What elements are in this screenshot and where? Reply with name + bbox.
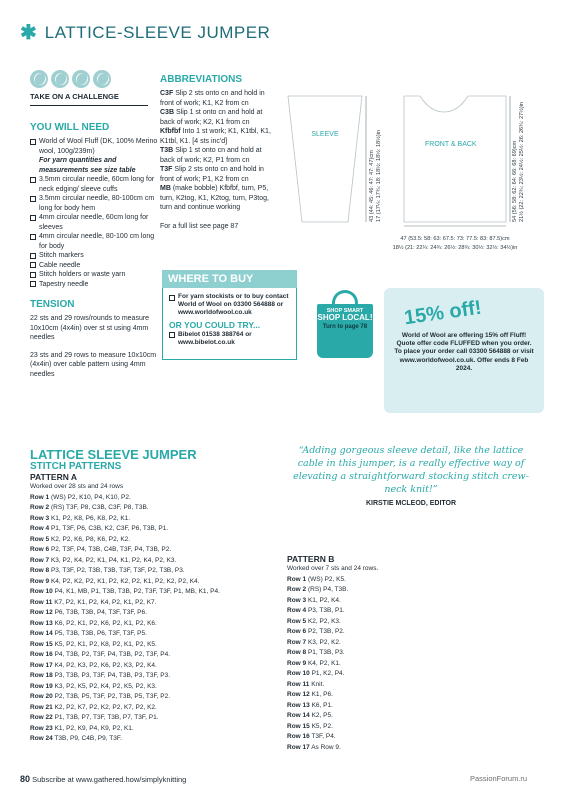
sleeve-label: SLEEVE (311, 131, 339, 138)
yarn-ball-rating (30, 70, 148, 88)
abbreviation-key: C3B (160, 109, 175, 116)
pattern-row (30, 545, 280, 556)
item-text: Cable needle (39, 261, 81, 269)
row-number: Row 6 (287, 628, 307, 635)
pattern-intro: Worked over 28 sts and 24 rows (30, 483, 124, 490)
list-item (30, 194, 160, 213)
row-instruction: K1, P2, K4. (306, 596, 341, 604)
pattern-b-section (287, 554, 487, 753)
front-back-label: FRONT & BACK (425, 141, 477, 148)
pattern-row (287, 617, 487, 628)
pattern-row (30, 577, 280, 588)
stockist-text: For yarn stockists or to buy contact World of Wool on 03300 564888 or www.worldofwool.co.uk (178, 293, 289, 317)
row-instruction: K6, P2, K1, P2, K6, P2, K1, P2, K6. (52, 619, 157, 627)
checkbox-icon (30, 196, 36, 202)
offer-box (384, 288, 544, 413)
tension-section (30, 299, 160, 379)
stitch-patterns-section (30, 448, 280, 745)
list-item (30, 213, 160, 232)
yarn-ball-icon (51, 70, 69, 88)
body-width-in: 18½ (21: 22¼: 24¾: 26½: 28¾: 30½: 32½: 34½)in (392, 245, 518, 251)
abbreviation-key: T3B (160, 147, 174, 154)
bag-line-2: SHOP LOCAL! (317, 313, 373, 322)
list-item (30, 232, 160, 251)
abbreviation-value: Slip 2 sts onto cn and hold in front of work; P1, K2 from cn (160, 166, 264, 183)
checkbox-icon (169, 332, 175, 338)
stockist-item (169, 293, 291, 318)
abbreviation-item (160, 184, 278, 213)
abbreviation-item (160, 89, 278, 108)
checkbox-icon (30, 262, 36, 268)
item-text: 4mm circular needle, 80-100 cm long for body (39, 233, 155, 250)
page-number: 80 (20, 774, 31, 784)
pattern-row (30, 503, 280, 514)
where-to-buy-body (169, 293, 291, 347)
item-text: 4mm circular needle, 60cm long for sleeves (39, 214, 149, 231)
watermark: PassionForum.ru (470, 774, 528, 783)
page-header (20, 20, 270, 46)
row-number: Row 16 (287, 733, 310, 740)
pattern-b-heading: PATTERN B (287, 554, 335, 564)
pattern-a-rows (30, 482, 280, 745)
pattern-row (287, 575, 487, 586)
checkbox-icon (30, 234, 36, 240)
bag-line-3: Turn to page 78 (322, 324, 368, 330)
abbreviation-item (160, 146, 278, 165)
row-instruction: K3, P2, K2. (306, 638, 341, 646)
pattern-row (287, 701, 487, 712)
row-instruction: K2, P2, K6, P8, K6, P2, K2. (49, 535, 131, 543)
row-number: Row 22 (30, 714, 53, 721)
row-number: Row 4 (30, 525, 50, 532)
row-number: Row 15 (30, 640, 53, 648)
pattern-row (287, 743, 487, 754)
body-length-cm: 54 (56: 58: 62: 64: 66: 68: 69)cm (512, 140, 518, 222)
list-item (30, 251, 160, 261)
row-number: Row 13 (30, 619, 53, 627)
pattern-row (287, 648, 487, 659)
checkbox-icon (30, 272, 36, 278)
pattern-row (287, 627, 487, 638)
stockist-text: Bibelot 01538 388764 or www.bibelot.co.uk (178, 330, 252, 347)
pattern-row (30, 640, 280, 651)
where-to-buy-heading: WHERE TO BUY (162, 270, 297, 288)
row-instruction: K1, P2, K9, P4, K9, P2, K1. (52, 724, 134, 732)
pattern-row (30, 734, 280, 745)
pattern-row (30, 535, 280, 546)
row-number: Row 5 (30, 535, 50, 543)
pattern-row (30, 671, 280, 682)
row-instruction: (WS) P2, K10, P4, K10, P2. (49, 493, 131, 501)
abbreviation-value: Slip 2 sts onto cn and hold in front of work; K1, K2 from cn (160, 90, 265, 107)
row-number: Row 8 (287, 649, 307, 656)
materials-list (30, 137, 160, 289)
row-number: Row 14 (30, 630, 53, 637)
pattern-row (30, 713, 280, 724)
abbreviations-heading: ABBREVIATIONS (160, 74, 243, 85)
try-heading: OR YOU COULD TRY... (169, 319, 261, 330)
checkbox-icon (30, 253, 36, 259)
pattern-row (287, 669, 487, 680)
body-length-in: 21½ (22: 22¾: 23½: 24½: 25½: 26: 26¾: 27½)in (519, 101, 525, 222)
editor-quote (286, 444, 536, 507)
checkbox-icon (30, 215, 36, 221)
row-number: Row 9 (287, 659, 307, 667)
bag-line-1: SHOP SMART (326, 308, 364, 314)
pattern-row (30, 650, 280, 661)
row-instruction: K4, P2, K2, P2, K1, P2, K2, P2, K1, P2, K2, P2, K4. (49, 577, 200, 585)
row-number: Row 5 (287, 617, 307, 625)
row-instruction: K1, P6. (309, 691, 333, 698)
row-instruction: P3, T3B, P3, T3F, P4, T3B, P3, T3F, P3. (52, 672, 171, 679)
pattern-row (287, 638, 487, 649)
row-instruction: K6, P1. (309, 701, 333, 709)
abbreviation-value: (make bobble) Kfbfbf, turn, P5, turn, K2tog, K1, K2tog, turn, P3tog, turn and continue working (160, 185, 269, 211)
page-title: LATTICE-SLEEVE JUMPER (44, 23, 271, 42)
pattern-row (30, 566, 280, 577)
abbreviation-key: Kfbfbf (160, 128, 181, 135)
row-number: Row 20 (30, 693, 53, 700)
pattern-row (287, 690, 487, 701)
row-instruction: K5, P2, K1, P2, K8, P2, K1, P2, K5. (52, 640, 157, 648)
row-number: Row 10 (287, 670, 310, 677)
difficulty-badge (30, 70, 148, 106)
abbreviation-value: Slip 1 st onto cn and hold at back of work; K2, P1 from cn (160, 147, 262, 164)
tension-text: 23 sts and 29 rows to measure 10x10cm (4x4in) over cable pattern using 4mm needles (30, 351, 157, 378)
item-text: 3.5mm circular needle, 80-100cm cm long for body hem (39, 195, 155, 212)
pattern-row (287, 596, 487, 607)
row-instruction: (RS) T3F, P8, C3B, C3F, P8, T3B. (49, 504, 149, 511)
item-text: Tapestry needle (39, 280, 89, 288)
tension-heading: TENSION (30, 299, 75, 310)
row-instruction: P4, K1, MB, P1, T3B, T3B, P2, T3F, T3F, P1, MB, K1, P4. (52, 588, 220, 595)
where-to-buy-box (162, 270, 297, 360)
list-item (30, 175, 160, 194)
row-number: Row 17 (287, 743, 310, 751)
row-number: Row 23 (30, 724, 53, 732)
abbreviations-section (160, 74, 278, 231)
row-number: Row 9 (30, 577, 50, 585)
row-number: Row 17 (30, 661, 53, 669)
row-instruction: K2, P2, K7, P2, K2, P2, K7, P2, K2. (52, 703, 157, 711)
row-number: Row 1 (30, 493, 50, 501)
row-instruction: K3, P2, K4, P2, K1, P4, K1, P2, K4, P2, K3. (49, 556, 177, 564)
you-will-need-heading: YOU WILL NEED (30, 122, 110, 133)
pattern-row (287, 722, 487, 733)
row-instruction: As Row 9. (309, 743, 341, 751)
row-number: Row 7 (287, 638, 307, 646)
row-number: Row 6 (30, 546, 50, 553)
abbreviation-item (160, 127, 278, 146)
abbreviation-value: Slip 1 st onto cn and hold at back of work; K2, K1 from cn (160, 109, 263, 126)
row-number: Row 4 (287, 607, 307, 614)
pattern-row (30, 703, 280, 714)
row-instruction: P2, T3B, P2. (306, 628, 345, 635)
tension-text: 22 sts and 29 rows/rounds to measure 10x10cm (4x4in) over st st using 4mm needles (30, 315, 150, 341)
quote-text: “Adding gorgeous sleeve detail, like the lattice cable in this jumper, is a really effective way of elevating a straightforward stocking stitch crew-neck knit!” (293, 445, 529, 495)
materials-column (30, 122, 160, 387)
row-instruction: P3, T3F, P2, T3B, T3B, T3F, T3F, P2, T3B, P3. (49, 567, 185, 574)
row-instruction: T3B, P9, C4B, P9, T3F. (52, 735, 122, 742)
checkbox-icon (30, 139, 36, 145)
pattern-row (287, 680, 487, 691)
pattern-row (287, 606, 487, 617)
full-list-reference: For a full list see page 87 (160, 222, 239, 230)
row-number: Row 18 (30, 672, 53, 679)
row-instruction: P1, T3B, P7, T3F, T3B, P7, T3F, P1. (52, 714, 159, 721)
pattern-row (30, 692, 280, 703)
list-item (30, 137, 160, 175)
row-number: Row 12 (287, 691, 310, 698)
pattern-row (287, 585, 487, 596)
pattern-row (30, 682, 280, 693)
row-number: Row 1 (287, 575, 307, 583)
pattern-row (287, 659, 487, 670)
abbreviation-value: Into 1 st work; K1, K1tbl, K1, K1tbl, K1. [4 sts inc'd] (160, 128, 271, 145)
shopping-bag-icon (317, 304, 373, 358)
pattern-a-heading: PATTERN A (30, 472, 78, 482)
item-text: 3.5mm circular needle, 60cm long for neck edging/ sleeve cuffs (39, 176, 155, 193)
row-instruction: K4, P2, K1. (306, 659, 341, 667)
row-instruction: K2, P2, K3. (306, 617, 341, 625)
item-text: Stitch holders or waste yarn (39, 271, 126, 278)
row-number: Row 21 (30, 703, 53, 711)
offer-headline: 15% off! (402, 296, 483, 330)
list-item (30, 270, 160, 280)
sleeve-length-in: 17 (17¼: 17¾: 18: 18½: 18½: 18½)in (376, 129, 382, 222)
pattern-row (30, 524, 280, 535)
checkbox-icon (30, 281, 36, 287)
subscribe-link[interactable]: Subscribe at www.gathered.how/simplyknitting (32, 775, 187, 784)
row-instruction: T3F, P4. (309, 733, 336, 740)
offer-text: World of Wool are offering 15% off Fluff! Quote offer code FLUFFED when you order. To place your order call 03300 564888 or visit www.worldofwool.co.uk. Offer ends 8 Feb 2024. (394, 332, 534, 372)
abbreviation-item (160, 108, 278, 127)
pattern-row (30, 619, 280, 630)
pattern-row (30, 587, 280, 598)
row-instruction: P1, K2, P4. (309, 670, 345, 677)
row-number: Row 11 (287, 680, 310, 688)
list-item (30, 280, 160, 290)
yarn-ball-icon (30, 70, 48, 88)
row-number: Row 15 (287, 722, 310, 730)
pattern-row (30, 629, 280, 640)
body-width-cm: 47 (53.5: 58: 63: 67.5: 73: 77.5: 83: 87.5)cm (400, 236, 510, 242)
item-text: World of Wool Fluff (DK, 100% Merino wool, 100g/239m) (39, 138, 158, 155)
row-instruction: P3, T3B, P1. (306, 607, 345, 614)
sleeve-length-cm: 43 (44: 45: 46: 47: 47: 47)cm (369, 150, 375, 222)
pattern-row (287, 732, 487, 743)
row-number: Row 16 (30, 651, 53, 658)
row-instruction: K1, P2, K8, P6, K8, P2, K1. (49, 514, 131, 522)
row-instruction: P4, T3B, P2, T3F, P4, T3B, P2, T3F, P4. (52, 651, 171, 658)
row-number: Row 12 (30, 609, 53, 616)
challenge-label: TAKE ON A CHALLENGE (30, 92, 148, 106)
pattern-row (30, 661, 280, 672)
shop-local-badge (315, 290, 375, 360)
sleeve-shape (288, 96, 362, 222)
row-instruction: P2, T3B, P5, T3F, P2, T3B, P5, T3F, P2. (52, 693, 171, 700)
item-note: For yarn quantities and measurements see size table (39, 157, 136, 174)
row-instruction: K3, P2, K5, P2, K4, P2, K5, P2, K3. (52, 682, 157, 690)
size-schematic (280, 72, 540, 272)
row-instruction: P5, T3B, T3B, P6, T3F, T3F, P5. (52, 630, 147, 637)
row-number: Row 10 (30, 588, 53, 595)
row-instruction: (WS) P2, K5. (306, 575, 346, 583)
row-instruction: P1, T3B, P3. (306, 649, 345, 656)
yarn-ball-icon (72, 70, 90, 88)
abbreviation-key: T3F (160, 166, 173, 173)
row-number: Row 3 (30, 514, 50, 522)
row-instruction: P6, T3B, T3B, P4, T3F, T3F, P6. (52, 609, 147, 616)
row-number: Row 2 (30, 504, 50, 511)
row-instruction: P2, T3F, P4, T3B, C4B, T3F, P4, T3B, P2. (49, 546, 172, 553)
stockist-item (169, 331, 291, 347)
asterisk-icon: ✱ (20, 22, 37, 44)
item-text: Stitch markers (39, 252, 84, 259)
row-instruction: P1, T3F, P6, C3B, K2, C3F, P6, T3B, P1. (49, 525, 169, 532)
row-instruction: Knit. (309, 680, 325, 688)
row-instruction: K4, P2, K3, P2, K6, P2, K3, P2, K4. (52, 661, 157, 669)
page-footer (20, 774, 186, 784)
pattern-row (30, 724, 280, 735)
row-number: Row 11 (30, 598, 53, 606)
quote-author: KIRSTIE MCLEOD, EDITOR (365, 500, 457, 507)
section-subtitle: STITCH PATTERNS (30, 461, 122, 472)
row-instruction: (RS) P4, T3B. (306, 586, 349, 593)
section-title: LATTICE SLEEVE JUMPER (30, 447, 197, 462)
abbreviation-item (160, 165, 278, 184)
row-number: Row 3 (287, 596, 307, 604)
pattern-row (30, 514, 280, 525)
row-number: Row 2 (287, 586, 307, 593)
pattern-row (30, 608, 280, 619)
row-number: Row 8 (30, 567, 50, 574)
pattern-b-rows (287, 564, 487, 753)
row-number: Row 7 (30, 556, 50, 564)
row-instruction: K2, P5. (309, 712, 333, 719)
list-item (30, 261, 160, 271)
row-number: Row 19 (30, 682, 53, 690)
row-number: Row 14 (287, 712, 310, 719)
checkbox-icon (169, 295, 175, 301)
row-number: Row 24 (30, 735, 53, 742)
row-instruction: K5, P2. (309, 722, 333, 730)
pattern-row (287, 711, 487, 722)
abbreviation-key: MB (160, 185, 171, 192)
row-instruction: K7, P2, K1, P2, K4, P2, K1, P2, K7. (52, 598, 157, 606)
row-number: Row 13 (287, 701, 310, 709)
pattern-intro: Worked over 7 sts and 24 rows. (287, 565, 379, 572)
abbreviation-key: C3F (160, 90, 174, 97)
pattern-row (30, 598, 280, 609)
yarn-ball-icon (93, 70, 111, 88)
pattern-row (30, 493, 280, 504)
checkbox-icon (30, 177, 36, 183)
pattern-row (30, 556, 280, 567)
front-back-shape (404, 96, 506, 222)
